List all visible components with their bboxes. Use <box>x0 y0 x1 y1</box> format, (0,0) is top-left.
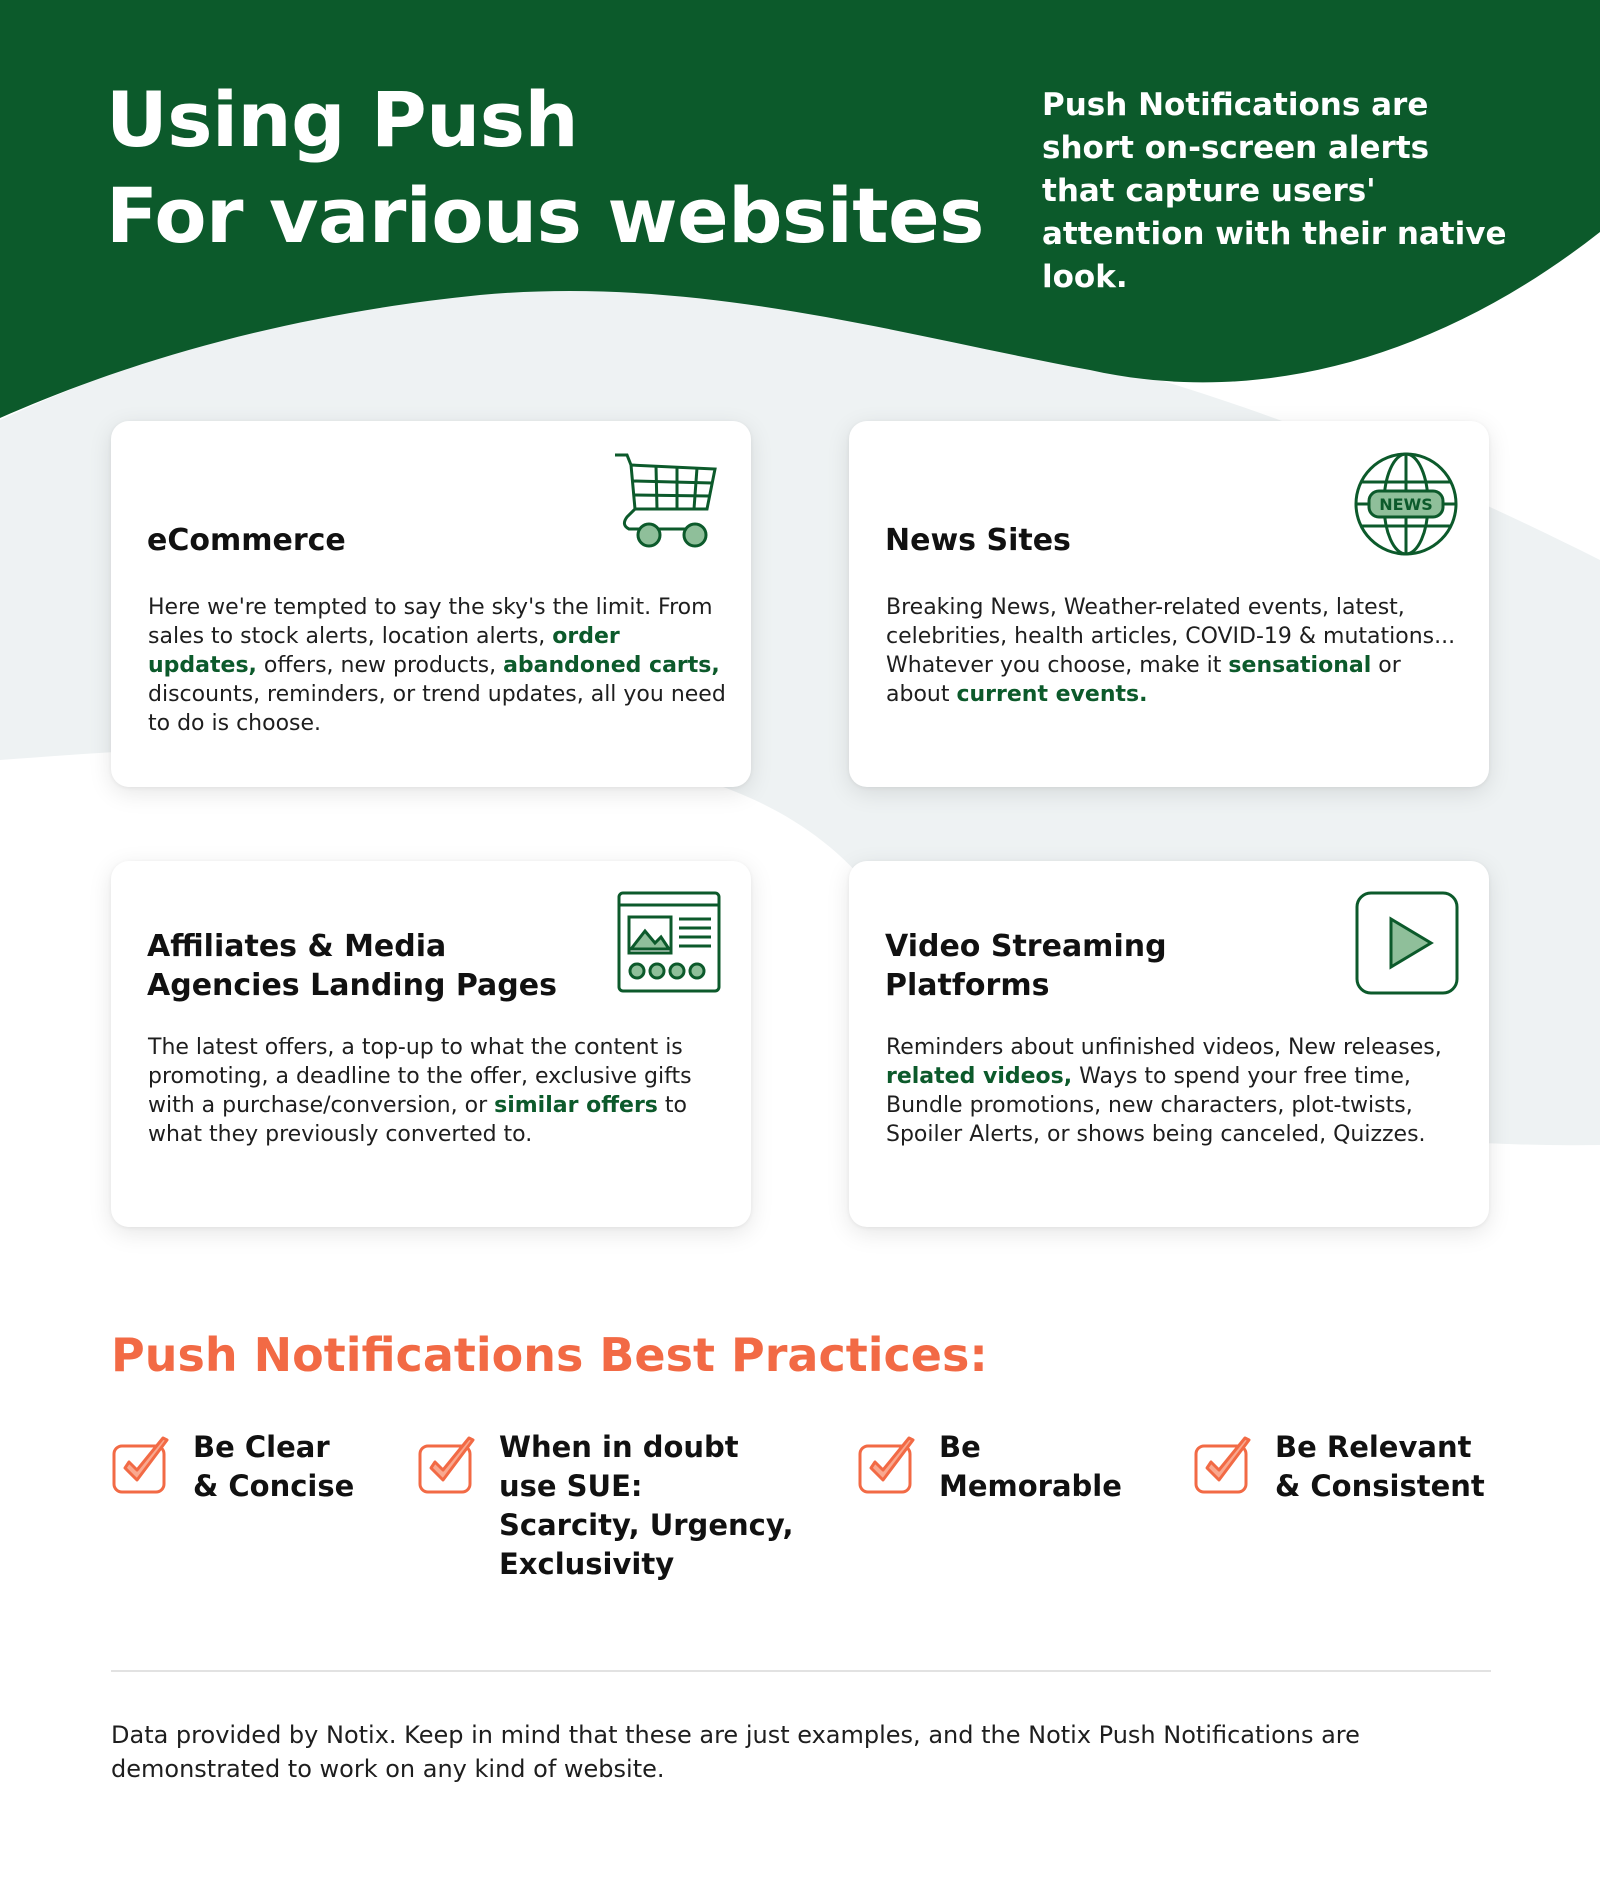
checkbox-check-icon <box>1193 1434 1255 1496</box>
body-highlight: sensational <box>1228 653 1372 678</box>
landing-page-icon <box>617 891 721 997</box>
best-practice-text <box>939 1428 1122 1506</box>
card-title-line-2: Agencies Landing Pages <box>147 968 557 1003</box>
card-body <box>148 1033 728 1149</box>
card-body <box>886 593 1466 709</box>
body-text: discounts, reminders, or trend updates, all you need to do is choose. <box>148 682 726 736</box>
card-title <box>885 927 1355 1005</box>
body-highlight: order updates, <box>148 624 620 678</box>
card-title-line-1: News Sites <box>885 523 1071 558</box>
body-text: Reminders about unfinished videos, New releases, <box>886 1035 1442 1060</box>
body-highlight: similar offers <box>494 1093 658 1118</box>
best-practice-text <box>193 1428 354 1506</box>
best-practices-heading: Push Notifications Best Practices: <box>111 1328 988 1382</box>
page-title-line-1: Using Push <box>106 75 579 164</box>
card-news-sites <box>849 421 1489 787</box>
best-practice-line: Be Clear <box>193 1430 330 1464</box>
card-title <box>147 521 617 560</box>
card-ecommerce <box>111 421 751 787</box>
best-practice-line: & Concise <box>193 1469 355 1503</box>
body-text: offers, new products, <box>256 653 504 678</box>
footer-divider <box>111 1670 1491 1672</box>
body-text: to what they previously converted to. <box>148 1093 687 1147</box>
body-highlight: related videos, <box>886 1064 1073 1089</box>
news-icon-label: NEWS <box>1379 495 1433 514</box>
body-highlight: current events. <box>956 682 1148 707</box>
card-affiliates-media <box>111 861 751 1227</box>
best-practice-line: Be Relevant <box>1275 1430 1472 1464</box>
news-globe-icon <box>1353 451 1459 561</box>
header-description: Push Notifications are short on-screen alerts that capture users' attention with their native look. <box>1042 87 1507 295</box>
card-body <box>886 1033 1466 1149</box>
card-title-line-2: Platforms <box>885 968 1050 1003</box>
shopping-cart-icon <box>611 451 721 555</box>
body-text: Breaking News, Weather-related events, latest, celebrities, health articles, COVID-19 & mutations... Whatever you choose, make it <box>886 595 1456 678</box>
best-practice-line: When in doubt <box>499 1430 739 1464</box>
body-text: Ways to spend your free time, Bundle promotions, new characters, plot-twists, Spoiler Alerts, or shows being canceled, Quizzes. <box>886 1064 1426 1147</box>
best-practice-line: use SUE: <box>499 1469 643 1503</box>
best-practice-line: Scarcity, Urgency, <box>499 1508 794 1542</box>
body-text: The latest offers, a top-up to what the content is promoting, a deadline to the offer, exclusive gifts with a purchase/conversion, or <box>148 1035 692 1118</box>
card-title <box>885 521 1355 560</box>
card-title-line-1: eCommerce <box>147 523 346 558</box>
card-title <box>147 927 617 1005</box>
play-button-icon <box>1355 891 1459 999</box>
checkbox-check-icon <box>417 1434 479 1496</box>
body-text: or about <box>886 653 1401 707</box>
checkbox-check-icon <box>857 1434 919 1496</box>
page-title <box>106 72 1006 264</box>
card-title-line-1: Affiliates & Media <box>147 929 447 964</box>
page-title-line-2: For various websites <box>106 171 984 260</box>
best-practice-text <box>1275 1428 1485 1506</box>
card-title-line-1: Video Streaming <box>885 929 1167 964</box>
checkbox-check-icon <box>111 1434 173 1496</box>
best-practice-line: & Consistent <box>1275 1469 1485 1503</box>
best-practice-line: Memorable <box>939 1469 1122 1503</box>
body-highlight: abandoned carts, <box>503 653 720 678</box>
body-text: Here we're tempted to say the sky's the limit. From sales to stock alerts, location alerts, <box>148 595 713 649</box>
card-body <box>148 593 728 738</box>
footer-note: Data provided by Notix. Keep in mind that these are just examples, and the Notix Push Notifications are demonstrated to work on any kind of website. <box>111 1721 1360 1783</box>
best-practice-line: Exclusivity <box>499 1547 675 1581</box>
best-practice-line: Be <box>939 1430 981 1464</box>
best-practice-text <box>499 1428 794 1584</box>
card-video-streaming <box>849 861 1489 1227</box>
